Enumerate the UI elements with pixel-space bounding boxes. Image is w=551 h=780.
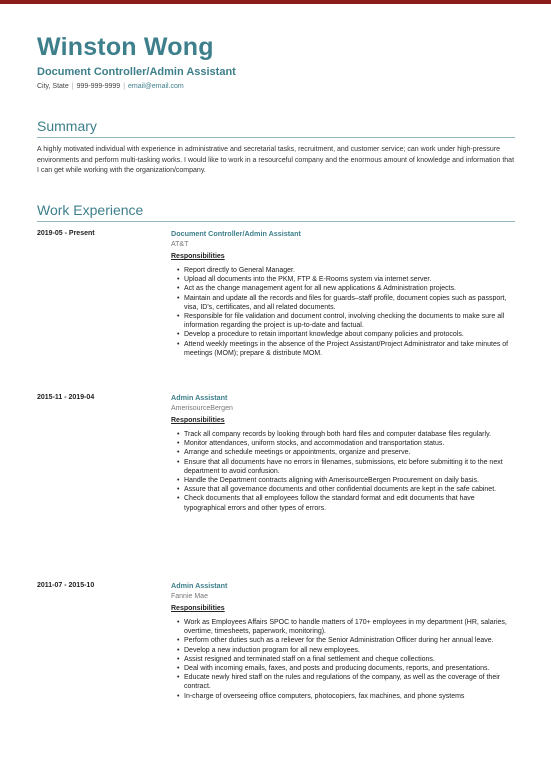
list-item: • Assist resigned and terminated staff on a final settlement and cheque collections.: [184, 655, 515, 664]
responsibilities-list: [184, 618, 515, 701]
contact-line: [37, 82, 184, 91]
list-item: • In-charge of overseeing office computers, photocopiers, fax machines, and phone systems: [184, 692, 515, 701]
list-item: • Report directly to General Manager.: [184, 266, 515, 275]
list-item: • Work as Employees Affairs SPOC to handle matters of 170+ employees in my department (HR, salaries, overtime, timesheets, paperwork, monitoring).: [184, 618, 515, 636]
list-item: • Monitor attendances, uniform stocks, and accommodation and transportation status.: [184, 439, 515, 448]
list-item: • Maintain and update all the records and files for guards–staff profile, document copies such as passport, visa, ID's, certificates, and all related documents.: [184, 294, 515, 312]
job-dates: 2019-05 - Present: [37, 230, 95, 237]
list-item: • Track all company records by looking through both hard files and computer database files regularly.: [184, 430, 515, 439]
list-item: • Develop a new induction program for all new employees.: [184, 646, 515, 655]
responsibilities-list: [184, 266, 515, 358]
responsibilities-label: Responsibilities: [171, 417, 225, 424]
list-item: • Educate newly hired staff on the rules and regulations of the company, as well as the coverage of their contract.: [184, 673, 515, 691]
list-item: • Check documents that all employees follow the standard format and edit documents that have typographical errors and other types of errors.: [184, 494, 515, 512]
job-role: Admin Assistant: [171, 393, 228, 402]
contact-separator: |: [71, 83, 74, 90]
responsibilities-label: Responsibilities: [171, 605, 225, 612]
responsibilities-label: Responsibilities: [171, 253, 225, 260]
email-link[interactable]: email@email.com: [128, 83, 184, 90]
job-company: Fannie Mae: [171, 593, 208, 600]
list-item: • Arrange and schedule meetings or appointments, organize and preserve.: [184, 448, 515, 457]
list-item: • Upload all documents into the PKM, FTP & E-Rooms system via internet server.: [184, 275, 515, 284]
list-item: • Perform other duties such as a reliever for the Senior Administration Officer during her annual leave.: [184, 636, 515, 645]
list-item: • Assure that all governance documents and other confidential documents are kept in the safe cabinet.: [184, 485, 515, 494]
top-accent-bar: [0, 0, 551, 4]
list-item: • Develop a procedure to retain important knowledge about company policies and protocols.: [184, 330, 515, 339]
summary-divider: [37, 137, 515, 138]
candidate-name: Winston Wong: [37, 33, 214, 61]
contact-separator: |: [123, 83, 126, 90]
summary-heading: Summary: [37, 118, 97, 134]
work-experience-heading: Work Experience: [37, 202, 144, 218]
list-item: • Handle the Department contracts aligning with AmerisourceBergen Procurement on daily basis.: [184, 476, 515, 485]
summary-text: A highly motivated individual with experience in administrative and secretarial tasks, recruitment, and customer service; can work under high-pressure environments and perform multi-tasking works. I would like to work in a resourceful company and the enormous amount of knowledge and information that I can get while working with the organization/company.: [37, 146, 515, 174]
phone-text: 999-999-9999: [76, 83, 121, 90]
list-item: • Act as the change management agent for all new applications & Administration projects.: [184, 284, 515, 293]
job-company: AT&T: [171, 241, 189, 248]
job-dates: 2015-11 - 2019-04: [37, 394, 95, 401]
candidate-title: Document Controller/Admin Assistant: [37, 66, 236, 78]
list-item: • Deal with incoming emails, faxes, and posts and producing documents, reports, and presentations.: [184, 664, 515, 673]
job-dates: 2011-07 - 2015-10: [37, 582, 95, 589]
list-item: • Ensure that all documents have no errors in filenames, submissions, etc before submitting it to the next department to avoid confusion.: [184, 458, 515, 476]
job-company: AmerisourceBergen: [171, 405, 233, 412]
responsibilities-list: [184, 430, 515, 513]
location-text: City, State: [37, 83, 69, 90]
work-experience-divider: [37, 221, 515, 222]
job-role: Document Controller/Admin Assistant: [171, 229, 301, 238]
job-role: Admin Assistant: [171, 581, 228, 590]
list-item: • Attend weekly meetings in the absence of the Project Assistant/Project Administrator and take minutes of meetings (MOM); prepare & distribute MOM.: [184, 340, 515, 358]
list-item: • Responsible for file validation and document control, involving checking the documents to make sure all information regarding the project is up-to-date and factual.: [184, 312, 515, 330]
